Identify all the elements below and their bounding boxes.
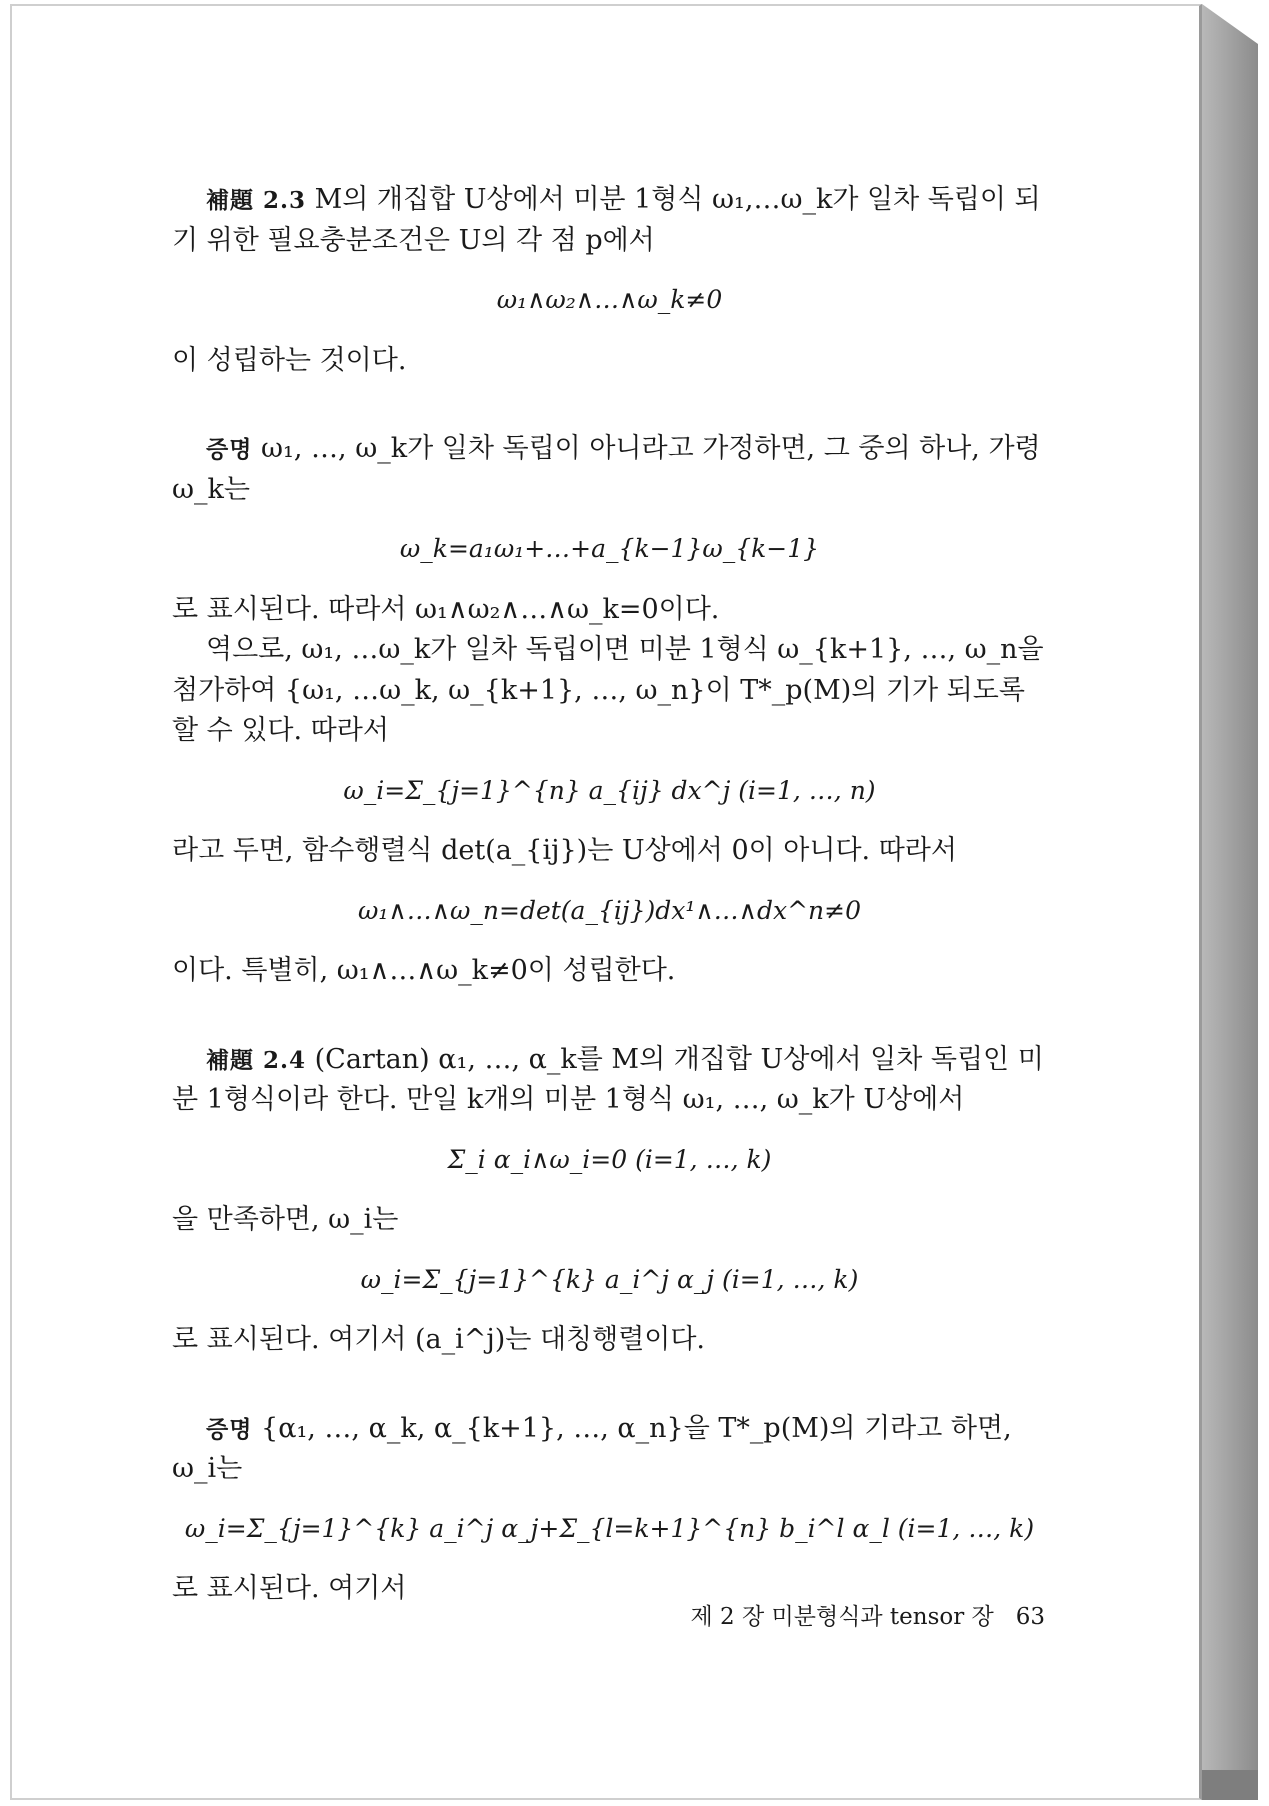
chapter-title: 제 2 장 미분형식과 tensor 장 xyxy=(690,1604,994,1630)
proof-text: 로 표시된다. 따라서 ω₁∧ω₂∧…∧ω_k=0이다. xyxy=(172,593,720,625)
proof-text: {α₁, …, α_k, α_{k+1}, …, α_n}을 T*_p(M)의 기라고 하면, ω_i는 xyxy=(172,1412,1012,1484)
book-edge-bottom xyxy=(1202,1770,1258,1800)
equation: Σ_i α_i∧ω_i=0 (i=1, …, k) xyxy=(447,1144,772,1174)
equation: ω_k=a₁ω₁+…+a_{k−1}ω_{k−1} xyxy=(399,534,820,563)
lemma-text: 이 성립하는 것이다. xyxy=(172,344,407,376)
equation: ω₁∧…∧ω_n=det(a_{ij})dx¹∧…∧dx^n≠0 xyxy=(358,895,861,925)
proof-text: 로 표시된다. 여기서 xyxy=(172,1573,407,1604)
proof-text: 라고 두면, 함수행렬식 det(a_{ij})는 U상에서 0이 아니다. 따라서 xyxy=(172,835,957,866)
lemma-text: (Cartan) α₁, …, α_k를 M의 개집합 U상에서 일차 독립인 미분 1형식이라 한다. 만일 k개의 미분 1형식 ω₁, …, ω_k가 U상에서 xyxy=(172,1043,1044,1115)
lemma-label: 補題 2.3 xyxy=(206,187,307,214)
proof-1 xyxy=(172,429,1047,510)
book-edge xyxy=(1202,4,1258,1800)
proof-text: 이다. 특별히, ω₁∧…∧ω_k≠0이 성립한다. xyxy=(172,955,676,986)
page-number: 63 xyxy=(1015,1604,1045,1630)
equation: ω_i=Σ_{j=1}^{k} a_i^j α_j (i=1, …, k) xyxy=(360,1264,859,1294)
proof-2 xyxy=(172,1409,1047,1490)
lemma-text: 로 표시된다. 여기서 (a_i^j)는 대칭행렬이다. xyxy=(172,1324,706,1355)
proof-label: 증명 xyxy=(206,1415,253,1443)
proof-text: ω₁, …, ω_k가 일차 독립이 아니라고 가정하면, 그 중의 하나, 가령 ω_k는 xyxy=(172,433,1041,505)
lemma-text: M의 개집합 U상에서 미분 1형식 ω₁,…ω_k가 일차 독립이 되기 위한 필요충분조건은 U의 각 점 p에서 xyxy=(172,184,1041,256)
lemma-text: 을 만족하면, ω_i는 xyxy=(172,1204,399,1235)
page-footer xyxy=(645,1598,1045,1631)
lemma-label: 補題 2.4 xyxy=(206,1046,307,1074)
equation: ω_i=Σ_{j=1}^{k} a_i^j α_j+Σ_{l=k+1}^{n} b_i^l α_l (i=1, …, k) xyxy=(184,1513,1035,1543)
lemma-2-4 xyxy=(172,1040,1047,1121)
equation: ω_i=Σ_{j=1}^{n} a_{ij} dx^j (i=1, …, n) xyxy=(343,775,876,805)
proof-text: 역으로, ω₁, …ω_k가 일차 독립이면 미분 1형식 ω_{k+1}, …, ω_n을 첨가하여 {ω₁, …ω_k, ω_{k+1}, …, ω_n}이 T*_p(M)의 기가 되도록 할 수 있다. 따라서 xyxy=(172,634,1044,746)
equation: ω₁∧ω₂∧…∧ω_k≠0 xyxy=(496,285,723,314)
proof-label: 증명 xyxy=(206,436,253,463)
lemma-2-3 xyxy=(172,180,1047,261)
page-content xyxy=(172,180,1047,1610)
